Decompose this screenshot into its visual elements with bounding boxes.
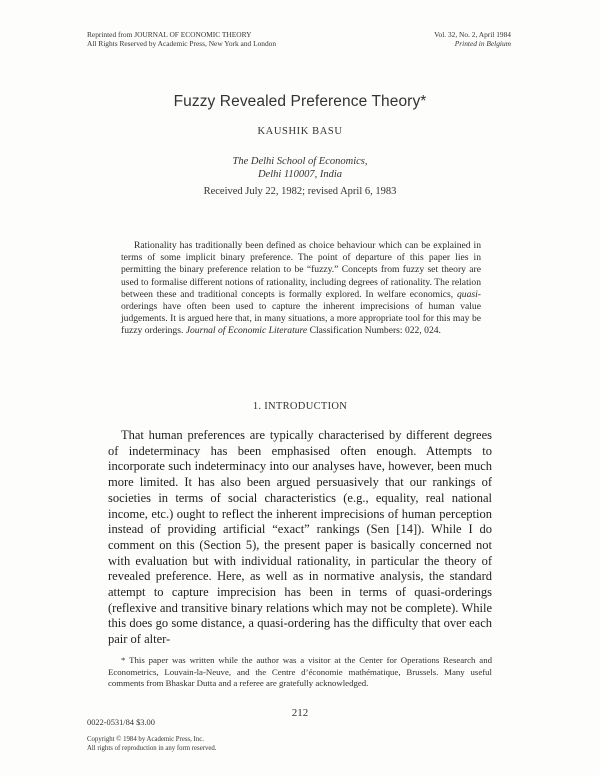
author-name: KAUSHIK BASU — [257, 126, 343, 137]
received-dates: Received July 22, 1982; revised April 6, 1983 — [203, 186, 397, 197]
article-code: 0022-0531/84 $3.00 — [87, 718, 155, 727]
affiliation — [0, 155, 600, 181]
affiliation-line-1: The Delhi School of Economics, — [232, 156, 368, 167]
jel-classification: Classification Numbers: 022, 024. — [307, 325, 441, 337]
body-paragraph: That human preferences are typically characterised by different degrees of indeterminacy has been emphasised often enough. Attempts to incorporate such indeterminacy into our analyses have, however, been much more limited. It has also been argued persuasively that our rankings of societies in terms of social characteristics (e.g., equality, real national income, etc.) ought to reflect the inherent imprecisions of human perception instead of providing artificial “exact” rankings (Sen [14]). While I do comment on this (Section 5), the present paper is basically concerned not with evaluation but with individual rationality, in particular the theory of revealed preference. Here, as well as in normative analysis, the standard attempt to capture imprecision has been in terms of quasi-orderings (reflexive and transitive binary relations which may not be complete). While this does go some distance, a quasi-ordering has the difficulty that over each pair of alter- — [108, 428, 492, 647]
affiliation-line-2: Delhi 110007, India — [257, 169, 343, 180]
section-heading: 1. INTRODUCTION — [252, 401, 348, 412]
page-number: 212 — [291, 707, 309, 719]
footnote: * This paper was written while the author was a visitor at the Center for Operations Research and Econometrics, Louvain-la-Neuve, and the Centre d’économie mathématique, Brussels. Many useful comments from Bhaskar Dutta and a referee are gratefully acknowledged. — [108, 655, 492, 688]
paper-title: Fuzzy Revealed Preference Theory* — [173, 93, 427, 110]
abstract — [121, 240, 481, 338]
abstract-quasi: quasi — [457, 288, 478, 300]
journal-header-right — [434, 30, 511, 48]
reprint-line: Reprinted from JOURNAL OF ECONOMIC THEORY — [87, 30, 252, 39]
copyright-notice — [87, 735, 216, 753]
jel-journal: Journal of Economic Literature — [185, 325, 308, 337]
copyright-line-1: Copyright © 1984 by Academic Press, Inc. — [87, 736, 204, 743]
journal-header-left — [87, 30, 276, 48]
copyright-line-2: All rights of reproduction in any form reserved. — [87, 745, 217, 752]
abstract-text-2: -orderings have often been used to capture the inherent imprecisions of human value judgements. It is argued here that, in many situations, a more appropriate tool for this may be fuzzy orderings. — [121, 288, 481, 337]
volume-line: Vol. 32, No. 2, April 1984 — [434, 30, 511, 39]
printed-line: Printed in Belgium — [454, 39, 511, 48]
rights-line: All Rights Reserved by Academic Press, New York and London — [87, 39, 277, 48]
abstract-text-1: Rationality has traditionally been defined as choice behaviour which can be explained in terms of some implicit binary preference. The point of departure of this paper lies in permitting the binary preference relation to be “fuzzy.” Concepts from fuzzy set theory are used to formalise different notions of rationality, including degrees of rationality. The relation between these and traditional concepts is formally explored. In welfare economics, — [121, 240, 481, 300]
